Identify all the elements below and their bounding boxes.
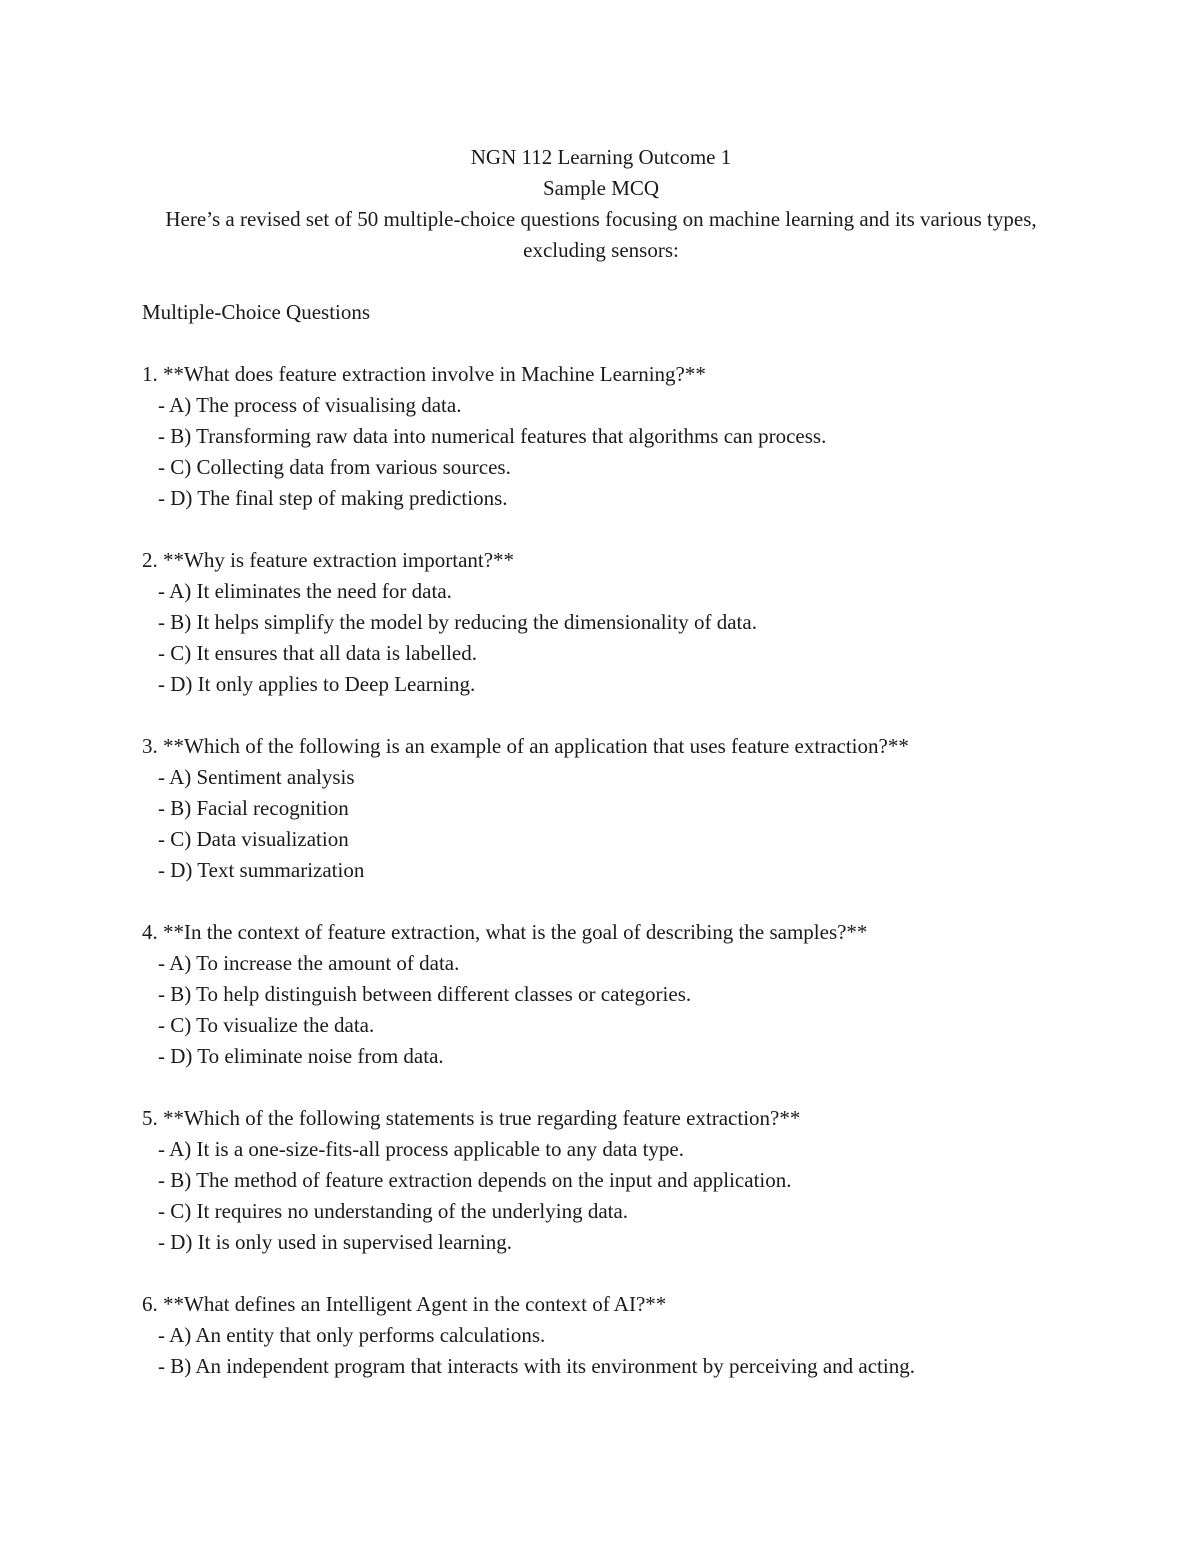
question-item [142,359,1060,514]
document-subtitle: Sample MCQ [542,176,660,200]
section-heading: Multiple-Choice Questions [142,300,371,324]
document-title: NGN 112 Learning Outcome 1 [470,145,732,169]
question-item [142,1289,1060,1382]
answer-option: - C) Data visualization [158,827,349,851]
question-item [142,1103,1060,1258]
answer-option: - A) To increase the amount of data. [158,951,460,975]
question-item [142,545,1060,700]
answer-option: - C) Collecting data from various sources. [158,455,511,479]
answer-option: - B) To help distinguish between different classes or categories. [158,982,692,1006]
question-stem: 1. **What does feature extraction involve in Machine Learning?** [142,362,706,386]
answer-option: - D) To eliminate noise from data. [158,1044,444,1068]
intro-paragraph: Here’s a revised set of 50 multiple-choice questions focusing on machine learning and its various types, excluding sensors: [165,207,1037,262]
answer-option: - D) It is only used in supervised learning. [158,1230,513,1254]
answer-option: - B) The method of feature extraction depends on the input and application. [158,1168,792,1192]
answer-option: - D) It only applies to Deep Learning. [158,672,476,696]
answer-option: - B) Transforming raw data into numerical features that algorithms can process. [158,424,827,448]
question-list [142,359,1060,1382]
question-stem: 4. **In the context of feature extraction, what is the goal of describing the samples?** [142,920,868,944]
spacer [142,266,1060,297]
question-stem: 2. **Why is feature extraction important?** [142,548,515,572]
answer-option: - A) An entity that only performs calculations. [158,1323,546,1347]
answer-option: - A) Sentiment analysis [158,765,355,789]
answer-option: - A) The process of visualising data. [158,393,462,417]
question-stem: 5. **Which of the following statements is true regarding feature extraction?** [142,1106,801,1130]
answer-option: - D) The final step of making predictions. [158,486,508,510]
question-item [142,917,1060,1072]
answer-option: - D) Text summarization [158,858,365,882]
answer-option: - B) It helps simplify the model by reducing the dimensionality of data. [158,610,757,634]
spacer [142,328,1060,359]
answer-option: - C) It ensures that all data is labelled. [158,641,477,665]
answer-option: - B) Facial recognition [158,796,349,820]
answer-option: - A) It is a one-size-fits-all process applicable to any data type. [158,1137,684,1161]
question-stem: 3. **Which of the following is an example of an application that uses feature extraction?** [142,734,909,758]
question-item [142,731,1060,886]
answer-option: - C) To visualize the data. [158,1013,375,1037]
answer-option: - B) An independent program that interacts with its environment by perceiving and acting. [158,1354,915,1378]
answer-option: - C) It requires no understanding of the underlying data. [158,1199,629,1223]
answer-option: - A) It eliminates the need for data. [158,579,452,603]
question-stem: 6. **What defines an Intelligent Agent in the context of AI?** [142,1292,667,1316]
document-body [142,142,1060,1382]
